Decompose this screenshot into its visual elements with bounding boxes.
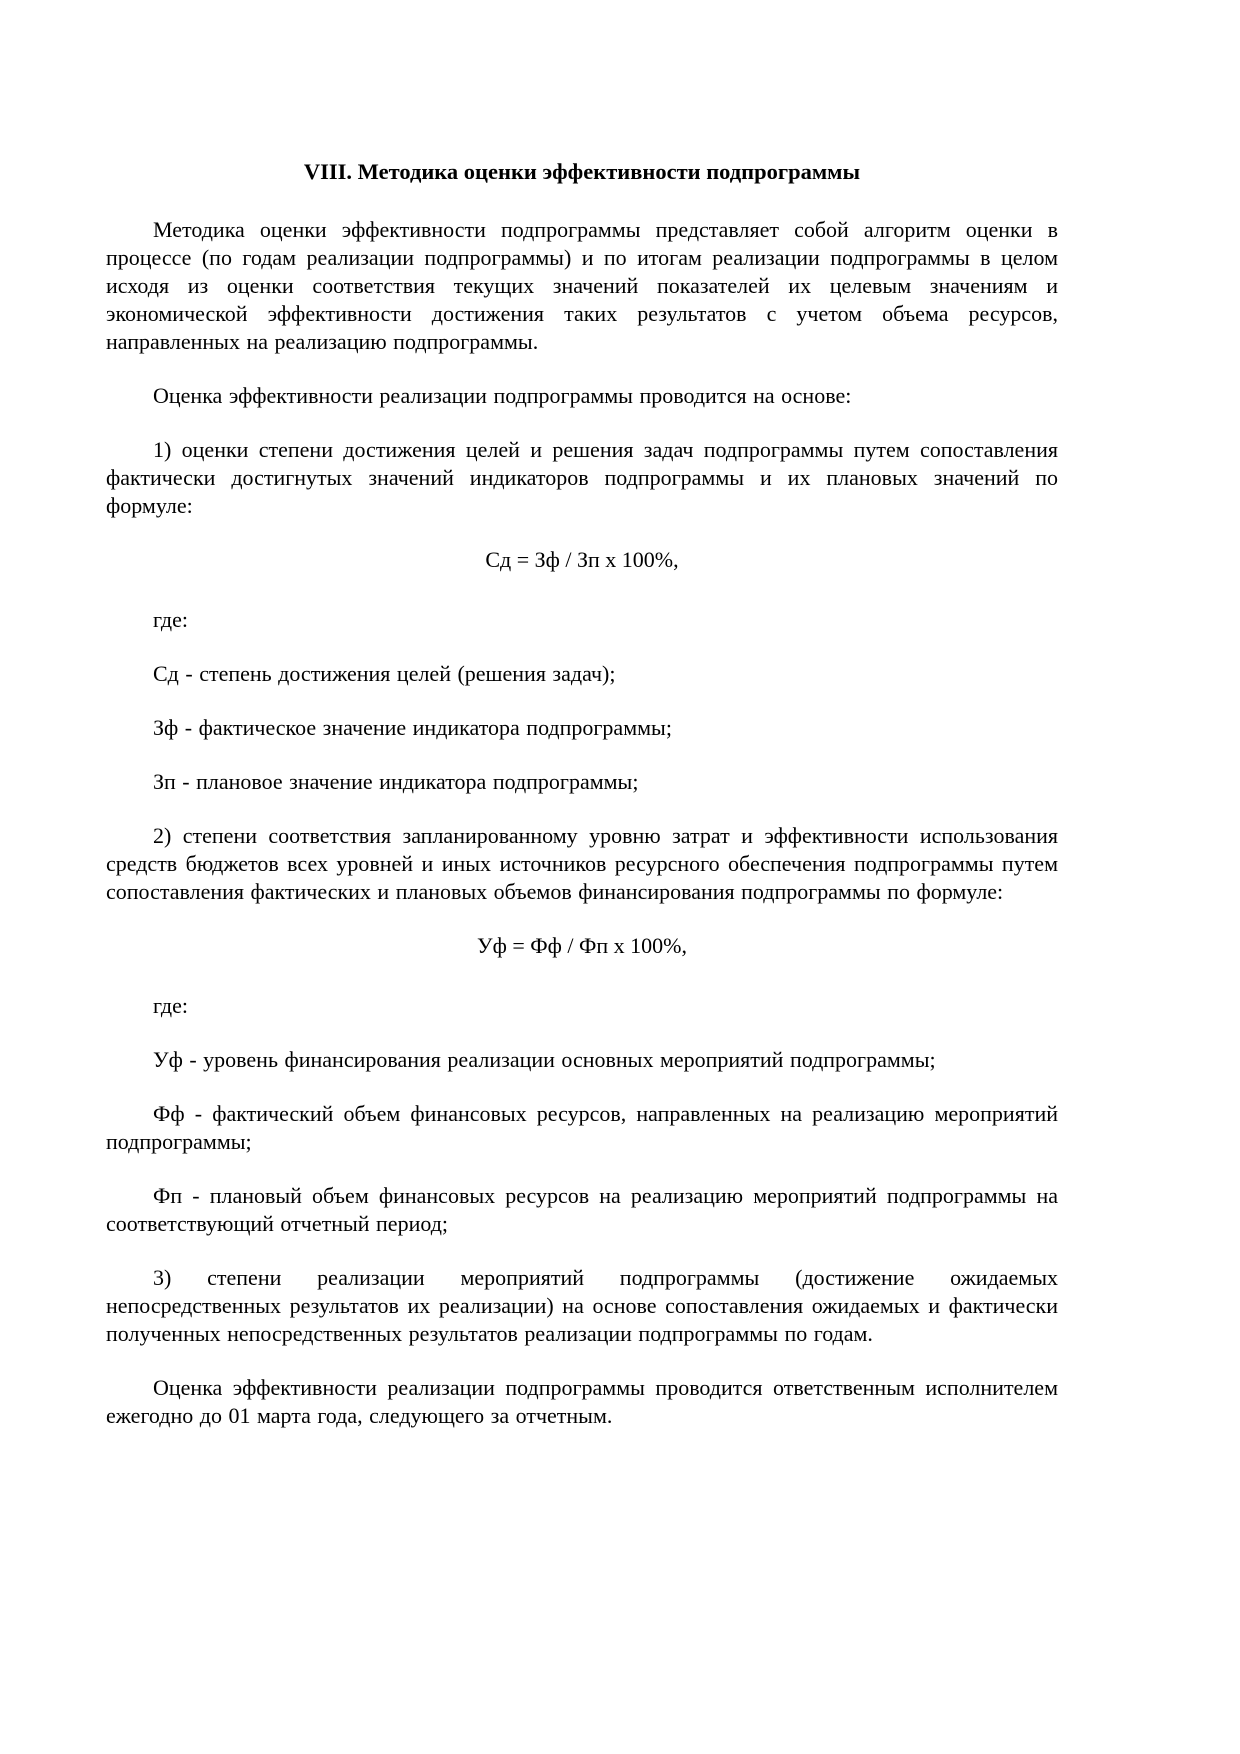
formula: Сд = Зф / Зп х 100%,: [485, 547, 679, 572]
paragraph: Фп - плановый объем финансовых ресурсов на реализацию мероприятий подпрограммы на соответствующий отчетный период;: [106, 1183, 1058, 1236]
paragraph: Методика оценки эффективности подпрограммы представляет собой алгоритм оценки в процессе (по годам реализации подпрограммы) и по итогам реализации подпрограммы в целом исходя из оценки соответствия текущих значений показателей их целевым значениям и экономической эффективности достижения таких результатов с учетом объема ресурсов, направленных на реализацию подпрограммы.: [106, 217, 1058, 354]
paragraph: Оценка эффективности реализации подпрограммы проводится ответственным исполнителем ежегодно до 01 марта года, следующего за отчетным.: [106, 1375, 1058, 1428]
paragraph: Оценка эффективности реализации подпрограммы проводится на основе:: [153, 383, 852, 408]
document-title: VIII. Методика оценки эффективности подпрограммы: [303, 159, 861, 184]
paragraph: Уф - уровень финансирования реализации основных мероприятий подпрограммы;: [153, 1047, 936, 1072]
paragraph: 3) степени реализации мероприятий подпрограммы (достижение ожидаемых непосредственных результатов их реализации) на основе сопоставления ожидаемых и фактически полученных непосредственных результатов реализации подпрограммы по годам.: [106, 1265, 1058, 1346]
document-body: [106, 216, 1058, 1430]
paragraph: Фф - фактический объем финансовых ресурсов, направленных на реализацию мероприятий подпрограммы;: [106, 1101, 1058, 1154]
paragraph: 1) оценки степени достижения целей и решения задач подпрограммы путем сопоставления фактически достигнутых значений индикаторов подпрограммы и их плановых значений по формуле:: [106, 437, 1058, 518]
paragraph: где:: [153, 607, 188, 632]
paragraph: где:: [153, 993, 188, 1018]
paragraph: Сд - степень достижения целей (решения задач);: [153, 661, 616, 686]
formula: Уф = Фф / Фп х 100%,: [477, 933, 687, 958]
paragraph: Зп - плановое значение индикатора подпрограммы;: [153, 769, 639, 794]
paragraph: 2) степени соответствия запланированному уровню затрат и эффективности использования средств бюджетов всех уровней и иных источников ресурсного обеспечения подпрограммы путем сопоставления фактических и плановых объемов финансирования подпрограммы по формуле:: [106, 823, 1058, 904]
paragraph: Зф - фактическое значение индикатора подпрограммы;: [153, 715, 672, 740]
